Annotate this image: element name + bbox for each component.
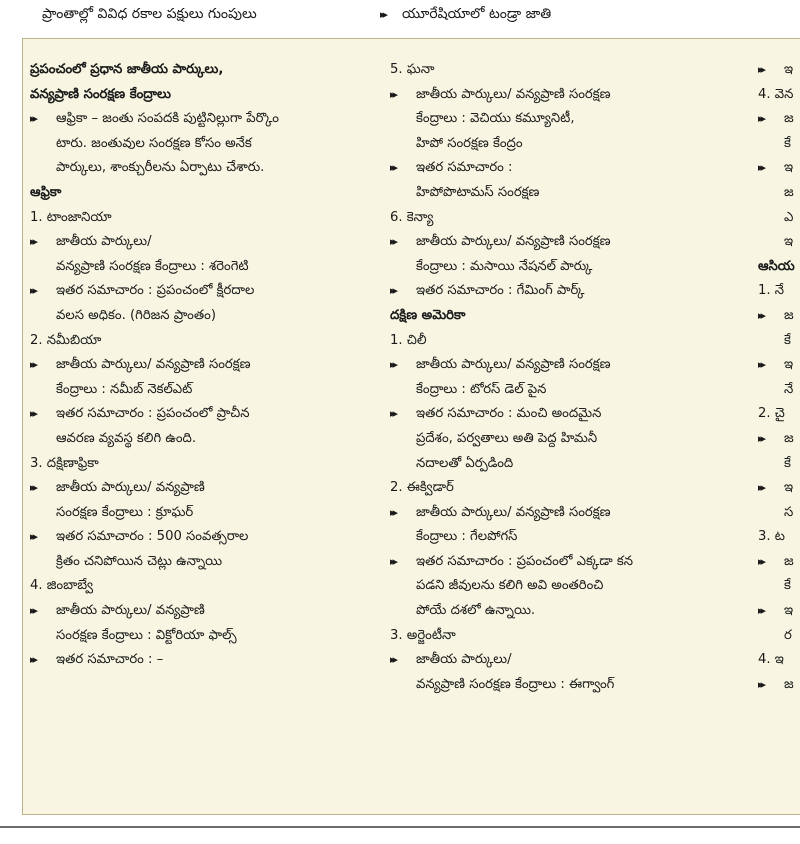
bullet-item: ▸▸ జాతీయ పార్కులు/ వన్యప్రాణి (30, 476, 380, 501)
numbered-heading: 6. కెన్యా (390, 209, 434, 225)
bullet-item: ▸▸ జాతీయ పార్కులు/ (30, 230, 380, 255)
bullet-item: ▸▸ ఇతర సమాచారం : ప్రపంచంలో ఎక్కడా కన (390, 550, 738, 575)
bullet-item: ▸▸ ఇతర సమాచారం : – (30, 648, 380, 673)
bullet-continuation: కేంద్రాలు : మసాయి నేషనల్ పార్కు (416, 258, 593, 274)
bullet-item: ▸▸ జాతీయ పార్కులు/ వన్యప్రాణి సంరక్షణ (30, 353, 380, 378)
column-middle (390, 58, 738, 697)
bullet-item: ▸▸ ఆఫ్రికా – జంతు సంపదకి పుట్టినిల్లుగా పేర్కొం (30, 107, 380, 132)
bullet-item: ▸▸ ఇ (758, 599, 800, 624)
numbered-heading: 3. దక్షిణాఫ్రికా (30, 455, 99, 471)
bullet-icon: ▸▸ (380, 8, 386, 21)
bullet-continuation: కేంద్రాలు : టోరస్ డెల్ పైన (416, 381, 547, 397)
numbered-heading: 3. ట (758, 529, 785, 545)
numbered-heading: 4. ఇ (758, 652, 784, 668)
top-left-text: ప్రాంతాల్లో వివిధ రకాల పక్షులు గుంపులు (42, 6, 257, 22)
bullet-continuation: టారు. జంతువుల సంరక్షణ కోసం అనేక (56, 135, 252, 151)
bullet-continuation: ఆవరణ వ్యవస్థ కలిగి ఉంది. (56, 430, 197, 446)
section-heading: దక్షిణ అమెరికా (390, 307, 466, 323)
bullet-continuation: ప్రదేశం, పర్వతాలు అతి పెద్ద హిమనీ (416, 430, 598, 446)
section-heading: ఆఫ్రికా (30, 184, 62, 200)
bullet-continuation: కే (784, 455, 791, 471)
numbered-heading: 3. అర్జెంటీనా (390, 627, 456, 643)
bullet-continuation: ఎ (784, 209, 794, 225)
bullet-continuation: వన్యప్రాణి సంరక్షణ కేంద్రాలు : ఈగ్వాంగ్ (416, 676, 615, 692)
bullet-item: ▸▸ ఇ (758, 58, 800, 83)
bullet-item: ▸▸ జాతీయ పార్కులు/ వన్యప్రాణి సంరక్షణ (390, 353, 738, 378)
bullet-continuation: నదాలతో ఏర్పడింది (416, 455, 514, 471)
bullet-continuation: జ (784, 184, 794, 200)
bullet-continuation: క్రితం చనిపోయిన చెట్లు ఉన్నాయి (56, 553, 223, 569)
section-heading: ఆసియ (758, 258, 795, 274)
bullet-item: ▸▸ ఇతర సమాచారం : (390, 156, 738, 181)
numbered-heading: 2. నమీబియా (30, 332, 102, 348)
bullet-continuation: కే (784, 332, 791, 348)
bullet-item: ▸▸ జ (758, 673, 800, 698)
numbered-heading: 5. ఘనా (390, 62, 435, 77)
bullet-item: ▸▸ జ (758, 427, 800, 452)
bullet-continuation: వలస అధికం. (గిరిజన ప్రాంతం) (56, 307, 216, 323)
bullet-continuation: పడని జీవులను కలిగి అవి అంతరించి (416, 578, 604, 594)
bullet-continuation: సంరక్షణ కేంద్రాలు : క్రూఘర్ (56, 504, 194, 520)
section-heading: ప్రపంచంలో ప్రధాన జాతీయ పార్కులు, (30, 62, 224, 77)
numbered-heading: 2. చై (758, 406, 785, 422)
numbered-heading: 4. జింబాబ్వే (30, 578, 94, 594)
bullet-continuation: సంరక్షణ కేంద్రాలు : విక్టోరియా ఫాల్స్ (56, 627, 237, 643)
bullet-item: ▸▸ ఇతర సమాచారం : 500 సంవత్సరాల (30, 525, 380, 550)
bullet-item: ▸▸ జాతీయ పార్కులు/ (390, 648, 738, 673)
column-right-cropped (758, 58, 800, 697)
numbered-heading: 1. టాంజానియా (30, 209, 112, 225)
bullet-item: ▸▸ జాతీయ పార్కులు/ వన్యప్రాణి సంరక్షణ (390, 501, 738, 526)
bullet-item: ▸▸ ఇతర సమాచారం : ప్రపంచంలో ప్రాచీన (30, 402, 380, 427)
bullet-item: ▸▸ జ (758, 550, 800, 575)
bullet-item: ▸▸ జాతీయ పార్కులు/ వన్యప్రాణి సంరక్షణ (390, 230, 738, 255)
bullet-item: ▸▸ ఇ (758, 353, 800, 378)
column-left (30, 58, 380, 673)
bullet-continuation: స (784, 504, 794, 520)
bullet-continuation: ర (784, 627, 792, 643)
bullet-continuation: హిపో సంరక్షణ కేంద్రం (416, 135, 523, 151)
top-continuation-line (0, 0, 800, 34)
bullet-continuation: కే (784, 135, 791, 151)
bullet-continuation: కేంద్రాలు : నమీబ్ నెకల్ఎట్ (56, 381, 193, 397)
numbered-heading: 2. ఈక్విడార్ (390, 480, 454, 496)
bullet-item: ▸▸ జాతీయ పార్కులు/ వన్యప్రాణి సంరక్షణ (390, 83, 738, 108)
bullet-item: ▸▸ ఇతర సమాచారం : ప్రపంచంలో క్షీరదాల (30, 279, 380, 304)
bullet-item: ▸▸ ఇ (758, 156, 800, 181)
bullet-item: ▸▸ ఇ (758, 476, 800, 501)
bullet-item: ▸▸ జ (758, 304, 800, 329)
bullet-continuation: వన్యప్రాణి సంరక్షణ కేంద్రాలు : శరెంగెటి (56, 258, 249, 274)
bullet-continuation: నే (784, 381, 794, 397)
bullet-continuation: పార్కులు, శాంక్చురీలను ఏర్పాటు చేశారు. (56, 160, 265, 176)
bullet-continuation: కే (784, 578, 791, 594)
numbered-heading: 1. చిలీ (390, 332, 427, 348)
bullet-item: ▸▸ జ (758, 107, 800, 132)
bullet-item: ▸▸ ఇతర సమాచారం : మంచి అందమైన (390, 402, 738, 427)
top-right-text: యూరేషియాలో టండ్రా జాతి (402, 6, 552, 22)
bullet-continuation: ఇ (784, 234, 794, 250)
bullet-continuation: కేంద్రాలు : వెచియు కమ్యూనిటీ, (416, 111, 575, 127)
bottom-rule (0, 826, 800, 828)
numbered-heading: 4. వెన (758, 86, 794, 102)
bullet-continuation: హిపోపొటామస్ సంరక్షణ (416, 184, 540, 200)
section-heading: వన్యప్రాణి సంరక్షణ కేంద్రాలు (30, 86, 171, 102)
bullet-continuation: పోయే దశలో ఉన్నాయి. (416, 603, 536, 619)
bullet-item: ▸▸ జాతీయ పార్కులు/ వన్యప్రాణి (30, 599, 380, 624)
numbered-heading: 1. నే (758, 283, 785, 299)
bullet-continuation: కేంద్రాలు : గేలపోగస్ (416, 529, 518, 545)
bullet-item: ▸▸ ఇతర సమాచారం : గేమింగ్ పార్క్ (390, 279, 738, 304)
